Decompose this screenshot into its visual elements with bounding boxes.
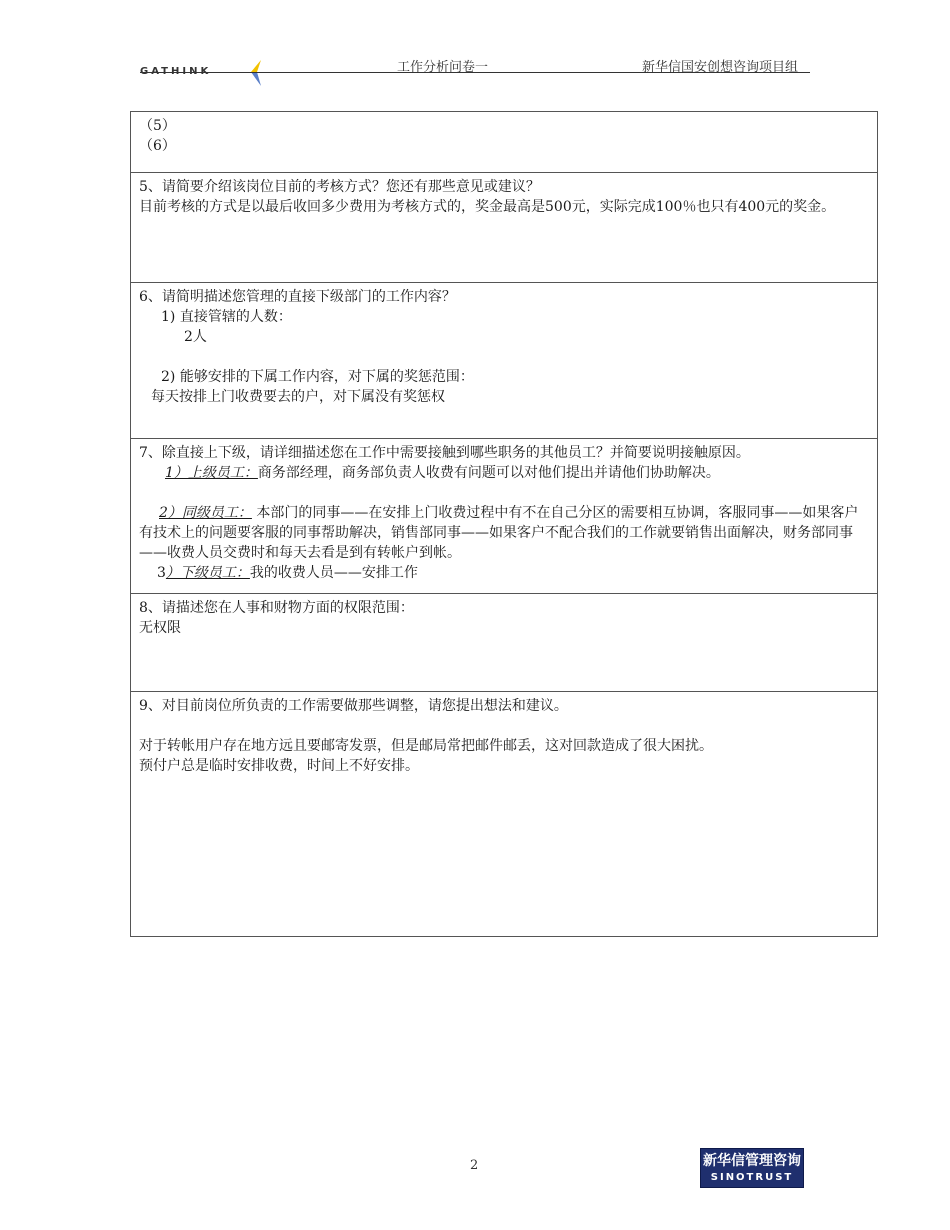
page-number: 2: [470, 1158, 479, 1173]
answer-6-sub-2: 每天按排上门收费要去的户，对下属没有奖惩权: [151, 389, 445, 405]
peer-text: 本部门的同事——在安排上门收费过程中有不在自己分区的需要相互协调，客服同事——如果客户有技术上的问题要客服的同事帮助解决，销售部同事——如果客户不配合我们的工作就要销售出面解决，财务部同事——收费人员交费时和每天去看是到有转帐户到帐。: [139, 505, 859, 561]
question-8: 8、请描述您在人事和财物方面的权限范围：: [139, 600, 414, 616]
superior-text: 商务部经理，商务部负责人收费有问题可以对他们提出并请他们协助解决。: [257, 465, 720, 481]
question-6-sub-2: 2) 能够安排的下属工作内容，对下属的奖惩范围：: [161, 369, 474, 385]
answer-9-line-2: 预付户总是临时安排收费，时间上不好安排。: [139, 758, 419, 774]
answer-6-sub-1: 2人: [184, 329, 207, 345]
header-center-title: 工作分析问卷一: [397, 60, 489, 75]
superior-label: 1）上级员工：: [165, 465, 258, 481]
answer-7-superior: [139, 463, 869, 483]
row-question-5: [131, 172, 877, 282]
question-6: 6、请简明描述您管理的直接下级部门的工作内容？: [139, 289, 456, 305]
item-6: （6）: [139, 138, 176, 154]
subordinate-label: ）下级员工：: [165, 565, 250, 581]
row-items-5-6: [131, 112, 877, 172]
answer-7-subordinate: [139, 563, 869, 583]
row-question-9: [131, 691, 877, 936]
spacer: [139, 483, 869, 503]
gathink-logo-icon: [249, 58, 263, 88]
answer-8: 无权限: [139, 620, 181, 636]
answer-7-peer: [139, 503, 869, 563]
question-9: 9、对目前岗位所负责的工作需要做那些调整，请您提出想法和建议。: [139, 698, 568, 714]
row-question-6: [131, 282, 877, 438]
spacer: [139, 716, 869, 736]
gathink-logo-text: GATHINK: [140, 66, 212, 77]
subordinate-number: 3: [157, 565, 166, 581]
item-5: （5）: [139, 118, 176, 134]
page-header: [0, 0, 950, 100]
sinotrust-logo-en: SINOTRUST: [710, 1172, 794, 1183]
header-right-title: 新华信国安创想咨询项目组: [642, 60, 799, 75]
subordinate-text: 我的收费人员——安排工作: [249, 565, 418, 581]
sinotrust-logo: [700, 1148, 804, 1188]
gathink-logo: [140, 58, 270, 88]
question-5: 5、请简要介绍该岗位目前的考核方式？您还有那些意见或建议？: [139, 179, 540, 195]
question-7: 7、除直接上下级，请详细描述您在工作中需要接触到哪些职务的其他员工？并简要说明接触原因。: [139, 445, 750, 461]
spacer: [139, 347, 869, 367]
question-6-sub-1: 1) 直接管辖的人数：: [161, 309, 292, 325]
answer-9-line-1: 对于转帐用户存在地方远且要邮寄发票，但是邮局常把邮件邮丢，这对回款造成了很大困扰。: [139, 738, 713, 754]
sinotrust-logo-cn: 新华信管理咨询: [703, 1153, 801, 1169]
row-question-8: [131, 593, 877, 691]
peer-label: 2）同级员工：: [159, 505, 252, 521]
row-question-7: [131, 438, 877, 593]
answer-5: 目前考核的方式是以最后收回多少费用为考核方式的，奖金最高是500元，实际完成100％也只有400元的奖金。: [139, 199, 836, 215]
questionnaire-table: [130, 111, 878, 937]
